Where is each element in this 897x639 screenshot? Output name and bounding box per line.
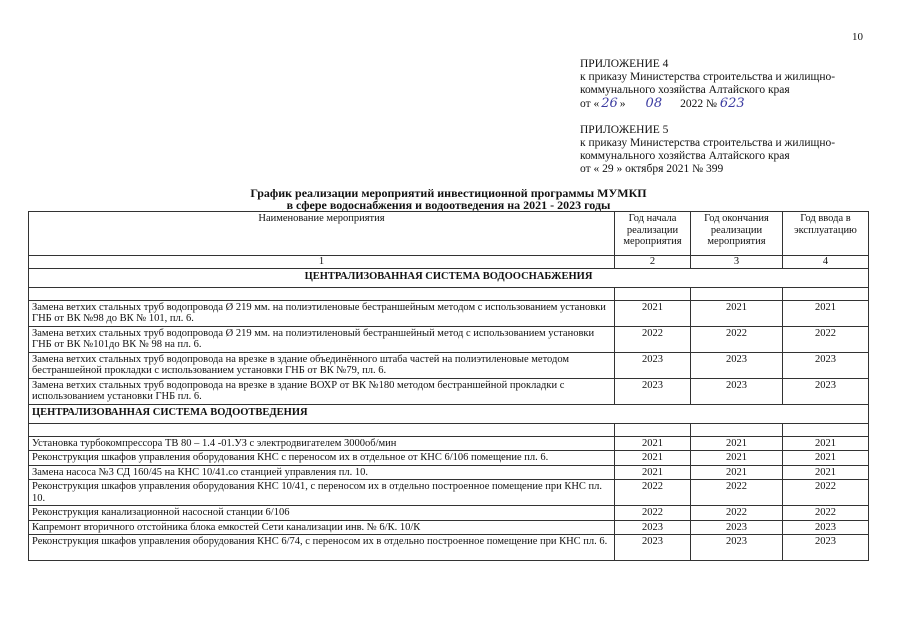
start-year: 2021 <box>615 300 691 326</box>
end-year: 2022 <box>691 506 783 521</box>
commission-year: 2022 <box>783 326 869 352</box>
section-title: ЦЕНТРАЛИЗОВАННАЯ СИСТЕМА ВОДООСНАБЖЕНИЯ <box>29 268 869 287</box>
header-name: Наименование мероприятия <box>29 212 615 256</box>
start-year: 2021 <box>615 436 691 451</box>
commission-year: 2021 <box>783 465 869 480</box>
commission-year: 2023 <box>783 535 869 561</box>
start-year: 2022 <box>615 506 691 521</box>
table-row <box>29 465 869 480</box>
commission-year: 2021 <box>783 436 869 451</box>
column-number-row <box>29 256 869 269</box>
table-row <box>29 480 869 506</box>
empty-cell <box>615 287 691 300</box>
appendix-5-line1: к приказу Министерства строительства и жилищно- <box>580 137 836 149</box>
start-year: 2021 <box>615 451 691 466</box>
empty-cell <box>691 423 783 436</box>
end-year: 2022 <box>691 480 783 506</box>
handwritten-month: 08 <box>645 96 663 111</box>
commission-year: 2023 <box>783 352 869 378</box>
measure-name: Реконструкция шкафов управления оборудования КНС 10/41, с переносом их в отдельно построенное помещение при КНС пл. 10. <box>29 480 615 506</box>
table-row <box>29 300 869 326</box>
handwritten-number: 623 <box>719 96 745 111</box>
empty-cell <box>783 287 869 300</box>
measure-name: Замена ветхих стальных труб водопровода на врезке в здание объединённого штаба частей на полиэтиленовые методом бестраншейной прокладки с использованием установки ГНБ от ВК №79, пл. 6. <box>29 352 615 378</box>
appendix-4-line1: к приказу Министерства строительства и жилищно- <box>580 71 836 83</box>
end-year: 2021 <box>691 465 783 480</box>
end-year: 2023 <box>691 520 783 535</box>
section-wastewater <box>29 404 869 423</box>
spacer-row <box>29 423 869 436</box>
start-year: 2021 <box>615 465 691 480</box>
table-row <box>29 535 869 561</box>
empty-cell <box>29 423 615 436</box>
end-year: 2022 <box>691 326 783 352</box>
empty-cell <box>691 287 783 300</box>
measure-name: Замена ветхих стальных труб водопровода Ø 219 мм. на полиэтиленовый бестраншейный метод с использованием установки ГНБ от ВК №101до ВК № 98 на пл. 6. <box>29 326 615 352</box>
section-water-supply <box>29 268 869 287</box>
year-text: 2022 № <box>680 98 717 110</box>
handwritten-day: 26 <box>601 96 618 111</box>
appendix-4-line2: коммунального хозяйства Алтайского края <box>580 84 790 96</box>
appendix-5-title: ПРИЛОЖЕНИЕ 5 <box>580 124 669 136</box>
appendix-4-title: ПРИЛОЖЕНИЕ 4 <box>580 58 669 70</box>
column-number: 3 <box>691 256 783 269</box>
appendix-5-header <box>580 124 835 176</box>
header-commission-year: Год ввода в эксплуатацию <box>783 212 869 256</box>
empty-cell <box>29 287 615 300</box>
appendix-4-date <box>580 97 835 111</box>
end-year: 2021 <box>691 436 783 451</box>
end-year: 2021 <box>691 300 783 326</box>
spacer-row <box>29 287 869 300</box>
end-year: 2023 <box>691 378 783 404</box>
measure-name: Замена насоса №3 СД 160/45 на КНС 10/41.со станцией управления пл. 10. <box>29 465 615 480</box>
start-year: 2023 <box>615 520 691 535</box>
end-year: 2023 <box>691 535 783 561</box>
measure-name: Реконструкция канализационной насосной станции 6/106 <box>29 506 615 521</box>
commission-year: 2023 <box>783 520 869 535</box>
table-row <box>29 378 869 404</box>
start-year: 2023 <box>615 535 691 561</box>
measure-name: Реконструкция шкафов управления оборудования КНС 6/74, с переносом их в отдельно построенное помещение при КНС пл. 6. <box>29 535 615 561</box>
measure-name: Замена ветхих стальных труб водопровода на врезке в здание ВОХР от ВК №180 методом бестраншейной прокладки с использованием установки ГНБ пл. 6. <box>29 378 615 404</box>
column-number: 1 <box>29 256 615 269</box>
measure-name: Капремонт вторичного отстойника блока емкостей Сети канализации инв. № 6/К. 10/К <box>29 520 615 535</box>
column-number: 4 <box>783 256 869 269</box>
page-number: 10 <box>852 31 863 43</box>
start-year: 2023 <box>615 378 691 404</box>
commission-year: 2021 <box>783 300 869 326</box>
commission-year: 2021 <box>783 451 869 466</box>
measure-name: Замена ветхих стальных труб водопровода Ø 219 мм. на полиэтиленовые бестраншейным методом с использованием установки ГНБ от ВК №98 до ВК № 101, пл. 6. <box>29 300 615 326</box>
commission-year: 2023 <box>783 378 869 404</box>
end-year: 2023 <box>691 352 783 378</box>
column-number: 2 <box>615 256 691 269</box>
table-row <box>29 352 869 378</box>
table-row <box>29 506 869 521</box>
commission-year: 2022 <box>783 480 869 506</box>
empty-cell <box>783 423 869 436</box>
date-mid: » <box>619 98 626 110</box>
appendix-5-line3: от « 29 » октября 2021 № 399 <box>580 163 724 175</box>
document-title-line2: в сфере водоснабжения и водоотведения на 2021 - 2023 годы <box>286 198 611 212</box>
start-year: 2022 <box>615 480 691 506</box>
document-title-line1: График реализации мероприятий инвестиционной программы МУМКП <box>250 186 647 200</box>
table-row <box>29 520 869 535</box>
commission-year: 2022 <box>783 506 869 521</box>
start-year: 2023 <box>615 352 691 378</box>
date-prefix: от « <box>580 98 600 110</box>
table-header-row <box>29 212 869 256</box>
header-end-year: Год окончания реализации мероприятия <box>691 212 783 256</box>
schedule-table <box>28 211 869 561</box>
table-row <box>29 436 869 451</box>
header-start-year: Год начала реализации мероприятия <box>615 212 691 256</box>
measure-name: Реконструкция шкафов управления оборудования КНС с переносом их в отдельное от КНС 6/106 помещение пл. 6. <box>29 451 615 466</box>
section-title: ЦЕНТРАЛИЗОВАННАЯ СИСТЕМА ВОДООТВЕДЕНИЯ <box>29 404 869 423</box>
table-row <box>29 326 869 352</box>
empty-cell <box>615 423 691 436</box>
appendix-5-line2: коммунального хозяйства Алтайского края <box>580 150 790 162</box>
end-year: 2021 <box>691 451 783 466</box>
table-row <box>29 451 869 466</box>
appendix-4-header <box>580 58 835 111</box>
measure-name: Установка турбокомпрессора ТВ 80 – 1.4 -01.УЗ с электродвигателем 3000об/мин <box>29 436 615 451</box>
start-year: 2022 <box>615 326 691 352</box>
